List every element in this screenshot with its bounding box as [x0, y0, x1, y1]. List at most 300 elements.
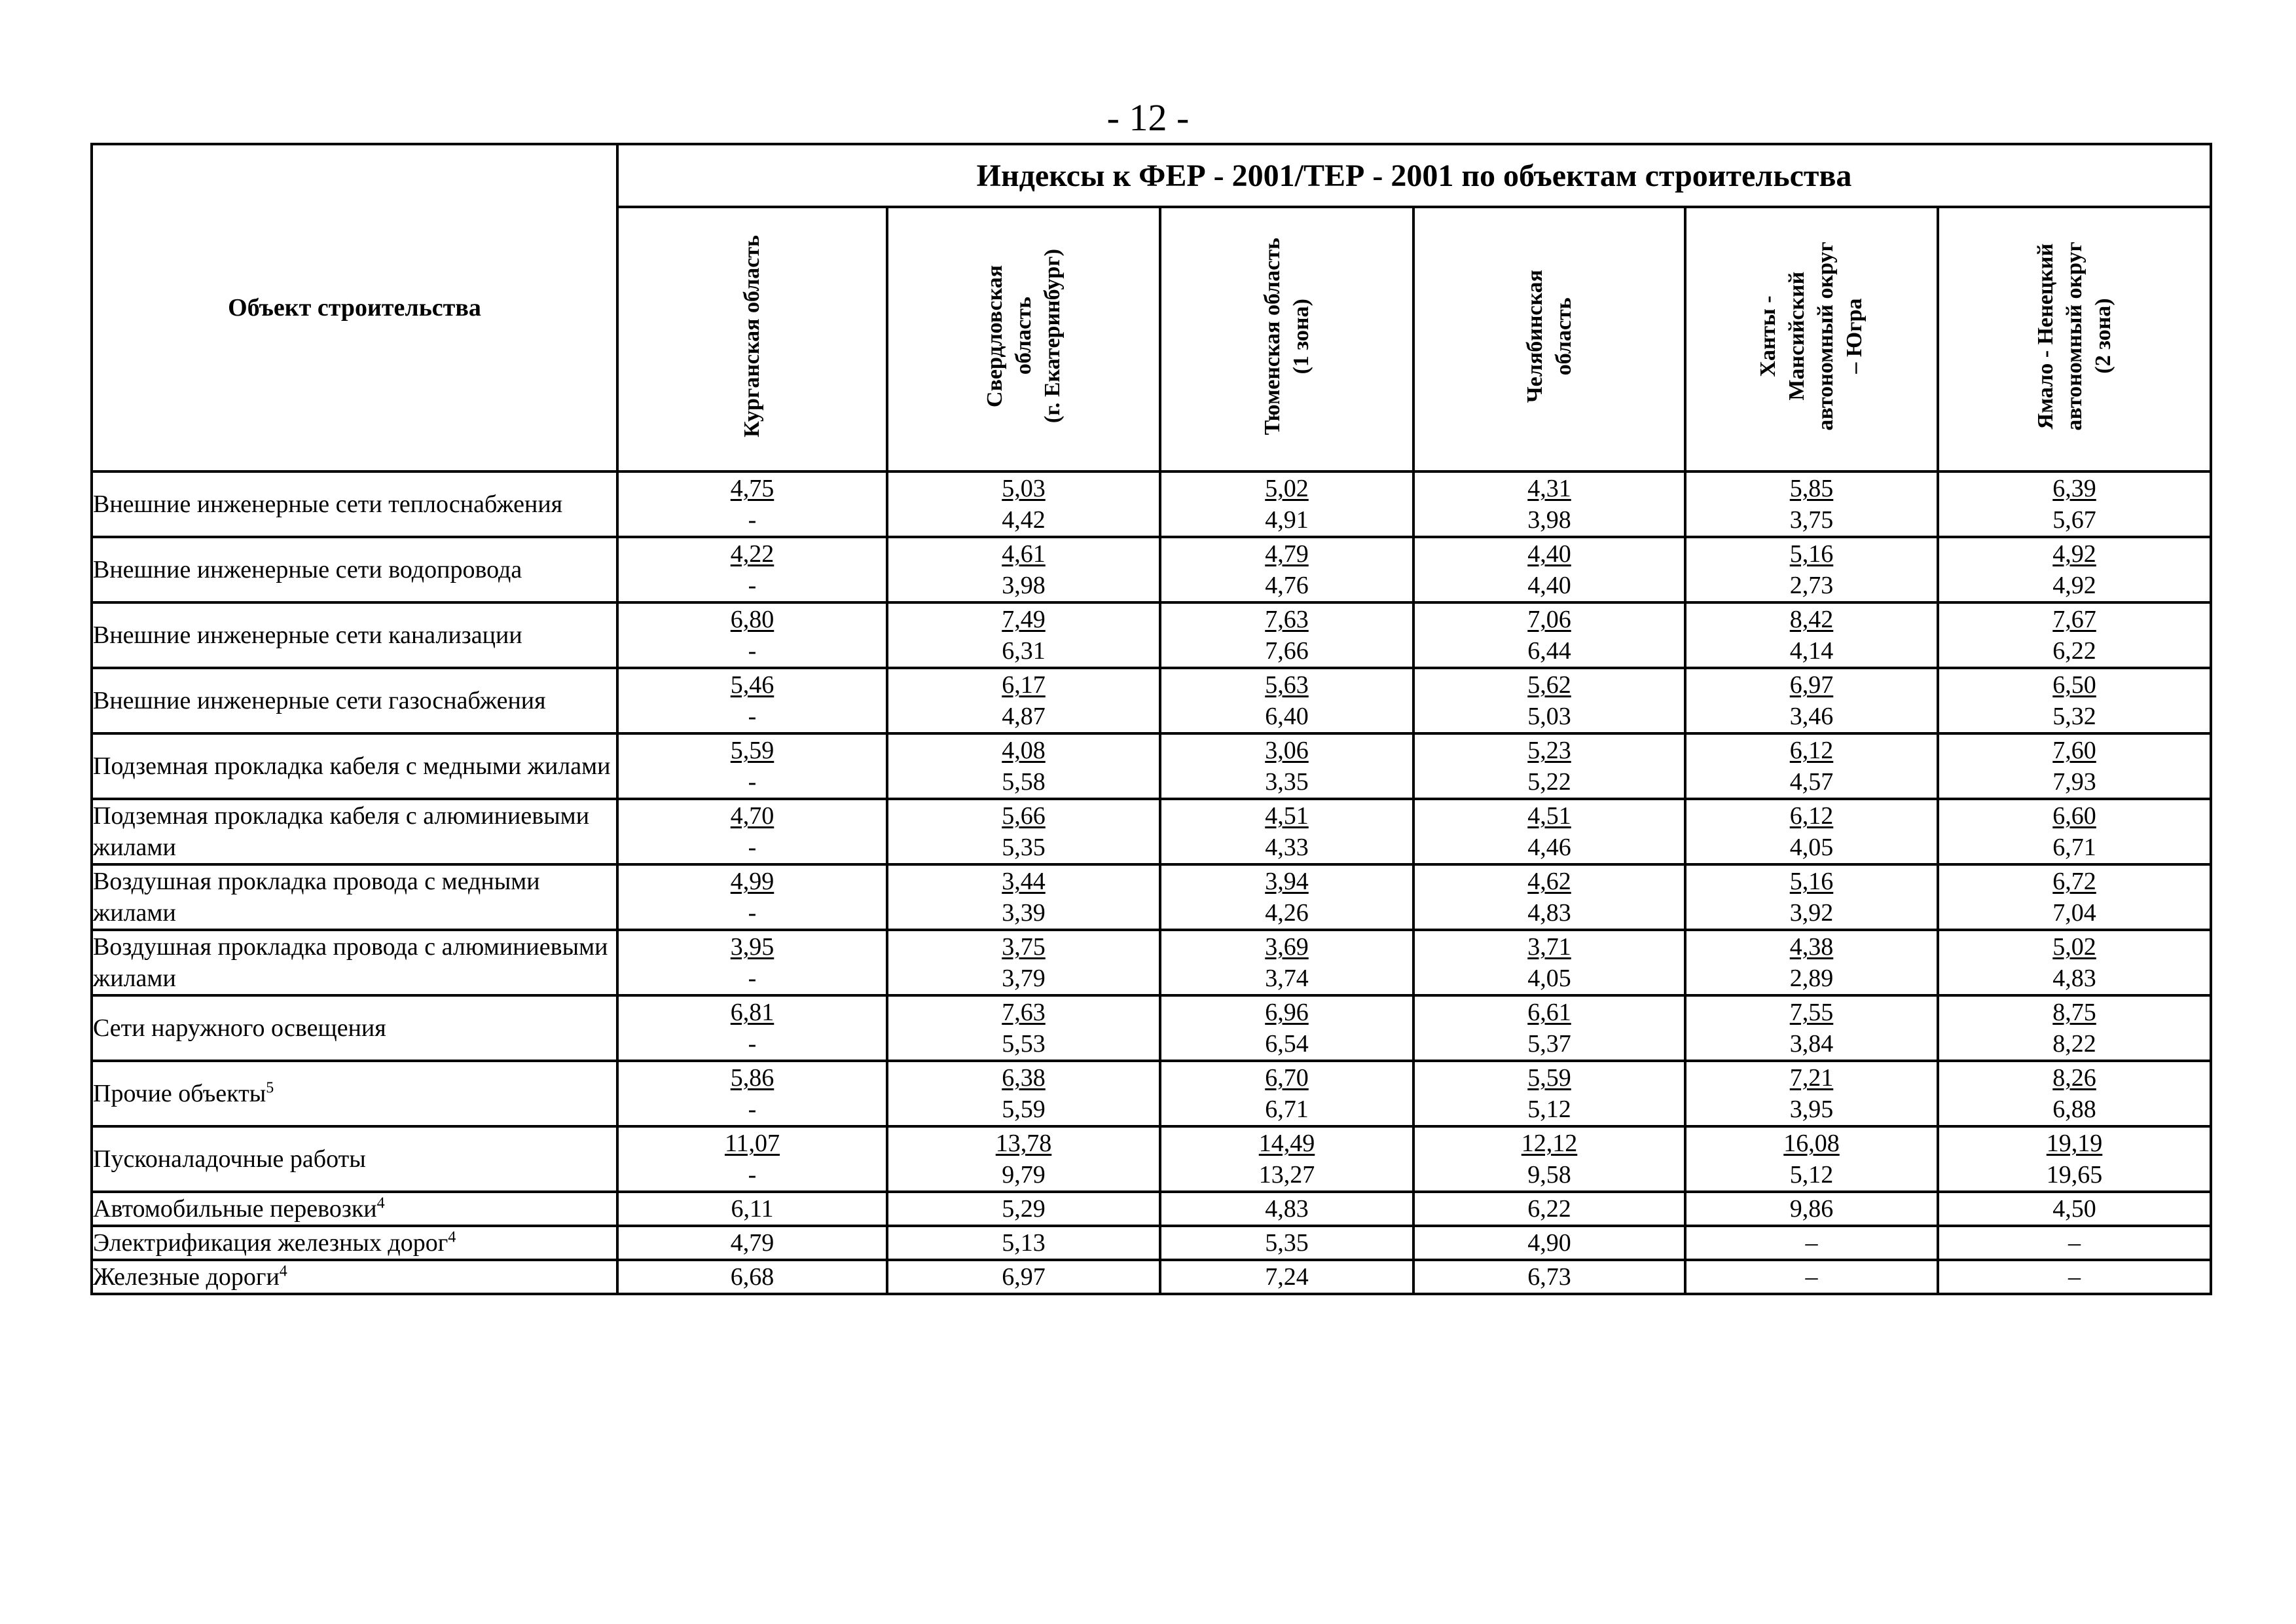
row-label-text: Внешние инженерные сети канализации — [93, 621, 522, 649]
value-cell — [887, 864, 1160, 930]
row-label-text: Внешние инженерные сети газоснабжения — [93, 687, 546, 714]
index-fer-value: 5,02 — [2052, 933, 2096, 961]
index-fer — [1686, 931, 1937, 963]
value-cell — [887, 930, 1160, 995]
value-cell — [1413, 733, 1685, 799]
index-fer — [1415, 669, 1684, 701]
index-fer-value: 6,72 — [2052, 868, 2096, 895]
index-fer-value: 6,80 — [730, 606, 774, 633]
index-ter-value: 3,95 — [1789, 1096, 1834, 1123]
index-fer-value: 6,81 — [730, 999, 774, 1026]
index-fer — [1939, 669, 2210, 701]
region-header-1 — [617, 207, 887, 471]
row-label — [92, 1260, 617, 1294]
index-fer — [1939, 1128, 2210, 1159]
index-fer-value: 5,63 — [1265, 671, 1309, 699]
index-ter-value: 4,26 — [1265, 899, 1309, 927]
index-fer-value: 7,49 — [1002, 606, 1046, 633]
value-cell — [1938, 1061, 2211, 1126]
region-header-2 — [887, 207, 1160, 471]
value-cell — [1160, 471, 1413, 537]
value-cell — [1938, 995, 2211, 1061]
index-fer — [1161, 866, 1412, 897]
index-fer — [619, 604, 886, 635]
index-fer — [1939, 997, 2210, 1028]
index-ter-value: 4,14 — [1789, 637, 1834, 665]
index-ter-value: 5,12 — [1527, 1096, 1571, 1123]
row-label-text: Внешние инженерные сети водопровода — [93, 556, 522, 583]
index-ter-value: - — [748, 1030, 757, 1058]
index-fer — [888, 473, 1159, 504]
index-fer-value: 4,51 — [1265, 802, 1309, 830]
index-fer — [619, 473, 886, 504]
index-ter-value: 3,46 — [1789, 703, 1834, 730]
index-ter-value: - — [748, 1161, 757, 1189]
index-fer-value: 6,96 — [1265, 999, 1309, 1026]
index-fer-value: 5,85 — [1789, 475, 1834, 502]
row-label — [92, 1126, 617, 1192]
value-cell — [1160, 799, 1413, 864]
index-fer — [1686, 866, 1937, 897]
value-cell — [1160, 864, 1413, 930]
index-fer — [619, 669, 886, 701]
index-fer-value: 4,31 — [1527, 475, 1571, 502]
index-fer — [619, 866, 886, 897]
row-label-text: Воздушная прокладка провода с медными жилами — [93, 868, 540, 927]
index-fer — [1686, 538, 1937, 570]
row-label — [92, 930, 617, 995]
value-cell — [617, 1061, 887, 1126]
region-header-text — [1754, 242, 1869, 431]
index-fer — [1939, 538, 2210, 570]
value-cell — [617, 602, 887, 668]
value-cell — [887, 602, 1160, 668]
region-header-text — [1258, 238, 1316, 435]
index-ter-value: 5,12 — [1789, 1161, 1834, 1189]
value-cell — [1938, 799, 2211, 864]
index-fer-value: 3,94 — [1265, 868, 1309, 895]
index-fer — [1939, 473, 2210, 504]
region-header-text — [1521, 270, 1578, 403]
footnote-mark: 4 — [448, 1228, 456, 1246]
index-fer — [888, 997, 1159, 1028]
index-fer — [1939, 604, 2210, 635]
value-cell — [617, 1126, 887, 1192]
index-fer-value: 7,55 — [1789, 999, 1834, 1026]
value-cell — [1685, 1061, 1938, 1126]
value-cell — [1685, 799, 1938, 864]
index-ter-value: - — [748, 572, 757, 599]
table-row — [92, 1126, 2211, 1192]
index-fer-value: 6,50 — [2052, 671, 2096, 699]
index-fer-value: 8,42 — [1789, 606, 1834, 633]
index-fer-value: 4,75 — [730, 475, 774, 502]
value-cell — [887, 799, 1160, 864]
index-ter-value: 4,87 — [1002, 703, 1046, 730]
row-label — [92, 995, 617, 1061]
index-fer — [1686, 800, 1937, 832]
value-cell — [887, 471, 1160, 537]
row-label-text: Подземная прокладка кабеля с медными жилами — [93, 752, 611, 780]
index-ter-value: 5,37 — [1527, 1030, 1571, 1058]
index-fer-value: 7,63 — [1265, 606, 1309, 633]
value-cell: 4,90 — [1413, 1226, 1685, 1260]
value-cell — [1413, 537, 1685, 602]
index-fer — [1686, 669, 1937, 701]
index-fer — [1415, 1128, 1684, 1159]
index-fer — [888, 800, 1159, 832]
index-fer-value: 3,06 — [1265, 737, 1309, 764]
footnote-mark: 4 — [376, 1194, 385, 1212]
index-fer — [1415, 866, 1684, 897]
index-fer — [1939, 1062, 2210, 1094]
row-label — [92, 1061, 617, 1126]
index-ter-value: 5,22 — [1527, 768, 1571, 796]
index-ter-value: 13,27 — [1258, 1161, 1315, 1189]
index-fer — [1161, 800, 1412, 832]
value-cell — [1160, 1126, 1413, 1192]
table-row — [92, 668, 2211, 733]
region-header-line: (2 зона) — [2090, 298, 2115, 375]
index-fer-value: 13,78 — [995, 1130, 1052, 1157]
value-cell — [1413, 995, 1685, 1061]
row-label — [92, 537, 617, 602]
value-cell — [1160, 537, 1413, 602]
index-ter-value: 9,79 — [1002, 1161, 1046, 1189]
row-label — [92, 602, 617, 668]
value-cell — [1685, 930, 1938, 995]
value-cell — [1685, 602, 1938, 668]
index-ter-value: - — [748, 768, 757, 796]
value-cell — [1685, 537, 1938, 602]
index-fer-value: 5,03 — [1002, 475, 1046, 502]
index-fer-value: 11,07 — [724, 1130, 780, 1157]
index-ter-value: - — [748, 965, 757, 992]
index-fer-value: 6,97 — [1789, 671, 1834, 699]
value-cell — [1938, 1126, 2211, 1192]
index-fer — [1161, 997, 1412, 1028]
value-cell: 4,79 — [617, 1226, 887, 1260]
index-fer-value: 4,51 — [1527, 802, 1571, 830]
value-cell — [1160, 602, 1413, 668]
index-ter-value: 4,83 — [2052, 965, 2096, 992]
index-fer — [1686, 473, 1937, 504]
index-ter-value: 6,31 — [1002, 637, 1046, 665]
value-cell — [1685, 1126, 1938, 1192]
value-cell — [617, 471, 887, 537]
index-fer — [888, 1062, 1159, 1094]
value-cell — [887, 537, 1160, 602]
row-label — [92, 864, 617, 930]
index-ter-value: - — [748, 637, 757, 665]
index-ter-value: 7,04 — [2052, 899, 2096, 927]
index-fer-value: 14,49 — [1258, 1130, 1315, 1157]
page-number: - 12 - — [1106, 96, 1190, 139]
index-fer — [619, 538, 886, 570]
index-fer — [619, 1062, 886, 1094]
value-cell — [1160, 668, 1413, 733]
index-fer-value: 5,59 — [730, 737, 774, 764]
value-cell — [887, 995, 1160, 1061]
value-cell — [887, 1126, 1160, 1192]
object-header-text: Объект строительства — [228, 294, 481, 322]
table-row — [92, 1061, 2211, 1126]
index-fer-value: 3,95 — [730, 933, 774, 961]
value-cell — [617, 995, 887, 1061]
region-header-line: Тюменская область — [1260, 237, 1285, 435]
index-fer-value: 3,44 — [1002, 868, 1046, 895]
index-ter-value: 3,79 — [1002, 965, 1046, 992]
index-fer-value: 5,59 — [1527, 1064, 1571, 1092]
region-header-4 — [1413, 207, 1685, 471]
index-fer — [619, 1128, 886, 1159]
row-label-text: Прочие объекты — [93, 1080, 266, 1107]
value-cell: 6,68 — [617, 1260, 887, 1294]
region-header-text — [738, 235, 767, 437]
index-fer — [1415, 800, 1684, 832]
index-fer — [888, 866, 1159, 897]
index-ter-value: 8,22 — [2052, 1030, 2096, 1058]
index-fer — [1415, 997, 1684, 1028]
value-cell — [1160, 1061, 1413, 1126]
row-label-text: Железные дороги — [93, 1263, 280, 1291]
index-ter-value: 4,92 — [2052, 572, 2096, 599]
row-label — [92, 1192, 617, 1226]
value-cell — [887, 1061, 1160, 1126]
index-ter-value: 3,35 — [1265, 768, 1309, 796]
index-fer-value: 5,16 — [1789, 540, 1834, 568]
table-row — [92, 864, 2211, 930]
index-fer — [1939, 800, 2210, 832]
index-fer-value: 16,08 — [1783, 1130, 1840, 1157]
index-fer-value: 6,61 — [1527, 999, 1571, 1026]
value-cell — [1413, 930, 1685, 995]
value-cell — [1938, 471, 2211, 537]
index-fer — [1939, 866, 2210, 897]
indices-table — [90, 143, 2212, 1295]
index-ter-value: 4,83 — [1527, 899, 1571, 927]
value-cell — [1685, 864, 1938, 930]
index-fer — [1161, 931, 1412, 963]
row-label-text: Автомобильные перевозки — [93, 1195, 377, 1223]
region-header-line: Ямало - Ненецкий — [2033, 243, 2058, 430]
index-ter-value: 6,44 — [1527, 637, 1571, 665]
index-fer — [1686, 604, 1937, 635]
index-ter-value: 3,84 — [1789, 1030, 1834, 1058]
index-fer-value: 3,69 — [1265, 933, 1309, 961]
index-fer — [888, 931, 1159, 963]
row-label-text: Воздушная прокладка провода с алюминиевыми жилами — [93, 933, 608, 992]
index-fer — [888, 1128, 1159, 1159]
index-fer — [888, 735, 1159, 766]
index-fer — [619, 997, 886, 1028]
index-fer — [619, 800, 886, 832]
index-fer-value: 6,70 — [1265, 1064, 1309, 1092]
index-fer-value: 5,46 — [730, 671, 774, 699]
region-header-line: – Югра — [1842, 298, 1867, 375]
index-fer — [1161, 669, 1412, 701]
region-header-line: автономный округ — [2062, 242, 2086, 431]
value-cell — [887, 668, 1160, 733]
index-fer-value: 5,23 — [1527, 737, 1571, 764]
index-ter-value: 3,98 — [1002, 572, 1046, 599]
region-header-line: автономный округ — [1813, 242, 1838, 431]
index-fer — [619, 735, 886, 766]
value-cell — [1938, 733, 2211, 799]
index-ter-value: 7,66 — [1265, 637, 1309, 665]
index-fer — [1161, 604, 1412, 635]
value-cell — [1685, 668, 1938, 733]
value-cell — [1938, 602, 2211, 668]
value-cell: 9,86 — [1685, 1192, 1938, 1226]
index-fer-value: 5,86 — [730, 1064, 774, 1092]
index-fer-value: 6,60 — [2052, 802, 2096, 830]
value-cell — [617, 864, 887, 930]
index-ter-value: 6,71 — [2052, 834, 2096, 861]
region-header-line: Челябинская — [1522, 269, 1547, 403]
region-header-line: (г. Екатеринбург) — [1040, 249, 1065, 424]
table-row — [92, 799, 2211, 864]
index-fer — [888, 604, 1159, 635]
index-ter-value: 3,92 — [1789, 899, 1834, 927]
region-header-6 — [1938, 207, 2211, 471]
table-row — [92, 1192, 2211, 1226]
index-fer-value: 7,21 — [1789, 1064, 1834, 1092]
index-fer — [1686, 735, 1937, 766]
index-fer — [1686, 997, 1937, 1028]
table-row — [92, 537, 2211, 602]
index-fer — [1415, 538, 1684, 570]
index-fer — [1939, 735, 2210, 766]
index-ter-value: 6,54 — [1265, 1030, 1309, 1058]
value-cell — [887, 733, 1160, 799]
index-ter-value: 9,58 — [1527, 1161, 1571, 1189]
index-fer-value: 5,02 — [1265, 475, 1309, 502]
index-fer — [1939, 931, 2210, 963]
region-header-text — [981, 249, 1067, 423]
index-fer — [1161, 538, 1412, 570]
index-fer-value: 7,06 — [1527, 606, 1571, 633]
value-cell: – — [1938, 1260, 2211, 1294]
value-cell — [1160, 733, 1413, 799]
index-fer-value: 8,75 — [2052, 999, 2096, 1026]
region-header-line: область — [1551, 297, 1576, 375]
index-fer-value: 4,62 — [1527, 868, 1571, 895]
index-ter-value: 5,59 — [1002, 1096, 1046, 1123]
index-ter-value: 4,05 — [1789, 834, 1834, 861]
value-cell: 4,50 — [1938, 1192, 2211, 1226]
index-fer-value: 19,19 — [2046, 1130, 2103, 1157]
value-cell: – — [1685, 1260, 1938, 1294]
region-header-line: область — [1011, 297, 1036, 375]
index-ter-value: - — [748, 506, 757, 534]
index-ter-value: 5,58 — [1002, 768, 1046, 796]
index-ter-value: 7,93 — [2052, 768, 2096, 796]
value-cell — [1413, 471, 1685, 537]
index-fer-value: 5,66 — [1002, 802, 1046, 830]
table-row — [92, 602, 2211, 668]
value-cell — [1938, 668, 2211, 733]
value-cell — [617, 930, 887, 995]
row-label-text: Электрификация железных дорог — [93, 1229, 448, 1257]
value-cell — [1685, 471, 1938, 537]
table-row — [92, 1226, 2211, 1260]
index-ter-value: 4,91 — [1265, 506, 1309, 534]
index-ter-value: - — [748, 1096, 757, 1123]
index-fer-value: 4,38 — [1789, 933, 1834, 961]
index-fer — [1415, 604, 1684, 635]
region-header-line: Ханты - — [1756, 295, 1780, 377]
index-fer — [1686, 1062, 1937, 1094]
value-cell — [1160, 995, 1413, 1061]
index-fer — [1686, 1128, 1937, 1159]
index-ter-value: 5,53 — [1002, 1030, 1046, 1058]
index-fer-value: 5,62 — [1527, 671, 1571, 699]
value-cell: 5,35 — [1160, 1226, 1413, 1260]
index-fer-value: 4,40 — [1527, 540, 1571, 568]
value-cell — [617, 733, 887, 799]
value-cell — [1938, 864, 2211, 930]
index-fer-value: 4,61 — [1002, 540, 1046, 568]
index-fer-value: 4,70 — [730, 802, 774, 830]
index-ter-value: 3,39 — [1002, 899, 1046, 927]
value-cell: – — [1938, 1226, 2211, 1260]
region-header-line: (1 зона) — [1288, 298, 1313, 375]
index-ter-value: 4,57 — [1789, 768, 1834, 796]
region-header-line: Свердловская — [982, 265, 1007, 408]
value-cell — [1413, 668, 1685, 733]
index-fer-value: 7,63 — [1002, 999, 1046, 1026]
index-fer-value: 4,99 — [730, 868, 774, 895]
index-fer — [888, 669, 1159, 701]
index-ter-value: 4,33 — [1265, 834, 1309, 861]
index-ter-value: 6,40 — [1265, 703, 1309, 730]
index-ter-value: 6,88 — [2052, 1096, 2096, 1123]
table-row — [92, 471, 2211, 537]
value-cell — [617, 799, 887, 864]
index-ter-value: 2,73 — [1789, 572, 1834, 599]
region-header-line: Курганская область — [740, 235, 764, 437]
region-header-text — [2032, 242, 2118, 431]
index-fer-value: 6,12 — [1789, 802, 1834, 830]
value-cell — [1413, 602, 1685, 668]
value-cell — [1413, 864, 1685, 930]
index-ter-value: 5,03 — [1527, 703, 1571, 730]
region-header-line: Мансийский — [1785, 272, 1809, 401]
table-row — [92, 930, 2211, 995]
value-cell: 6,22 — [1413, 1192, 1685, 1226]
index-ter-value: 19,65 — [2046, 1161, 2103, 1189]
table-row — [92, 1260, 2211, 1294]
value-cell — [1413, 799, 1685, 864]
index-fer-value: 7,67 — [2052, 606, 2096, 633]
value-cell — [617, 537, 887, 602]
value-cell: 7,24 — [1160, 1260, 1413, 1294]
value-cell: 6,11 — [617, 1192, 887, 1226]
value-cell — [1938, 930, 2211, 995]
index-fer-value: 7,60 — [2052, 737, 2096, 764]
index-ter-value: 3,74 — [1265, 965, 1309, 992]
value-cell — [1685, 995, 1938, 1061]
index-fer-value: 4,22 — [730, 540, 774, 568]
row-label-text: Внешние инженерные сети теплоснабжения — [93, 490, 563, 518]
index-fer — [1161, 473, 1412, 504]
index-fer-value: 5,16 — [1789, 868, 1834, 895]
value-cell: 5,29 — [887, 1192, 1160, 1226]
index-ter-value: 5,35 — [1002, 834, 1046, 861]
index-fer-value: 4,08 — [1002, 737, 1046, 764]
index-ter-value: 2,89 — [1789, 965, 1834, 992]
